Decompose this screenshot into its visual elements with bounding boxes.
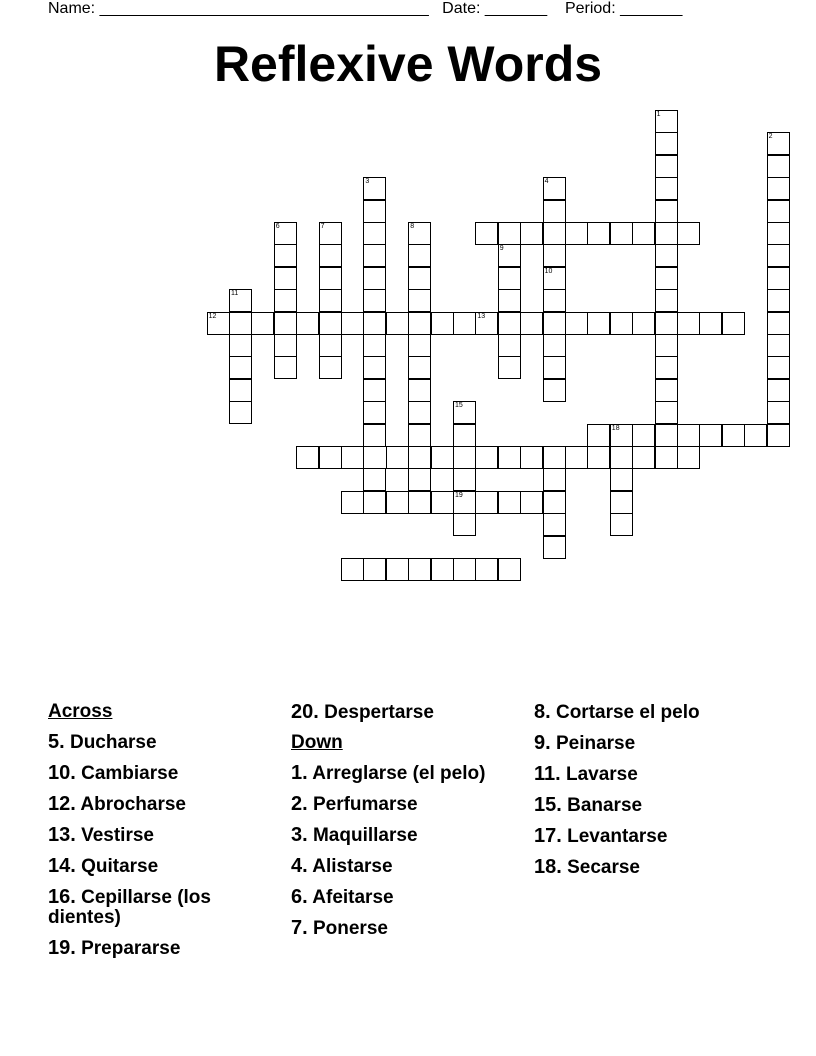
grid-cell[interactable] xyxy=(543,200,566,223)
grid-cell[interactable] xyxy=(498,222,521,245)
grid-cell[interactable] xyxy=(699,312,722,335)
clue-item-number: 5. xyxy=(48,731,65,753)
grid-cell[interactable] xyxy=(632,446,655,469)
grid-cell[interactable] xyxy=(408,468,431,491)
clue-item-number: 17. xyxy=(534,825,562,847)
grid-cell[interactable] xyxy=(543,177,566,200)
clue-item-text: Abrocharse xyxy=(80,794,186,815)
date-label: Date: xyxy=(442,0,481,17)
clue-item-text: Cepillarse (los dientes) xyxy=(48,887,211,928)
grid-cell[interactable] xyxy=(520,491,543,514)
clue-item-text: Maquillarse xyxy=(312,825,418,846)
grid-cell[interactable] xyxy=(767,424,790,447)
grid-cell[interactable] xyxy=(453,424,476,447)
grid-cell[interactable] xyxy=(229,356,252,379)
clue-item-number: 4. xyxy=(291,855,308,877)
clue-item xyxy=(291,702,501,723)
grid-cell[interactable] xyxy=(498,244,521,267)
clue-item xyxy=(48,794,258,815)
grid-cell[interactable] xyxy=(587,312,610,335)
grid-cell[interactable] xyxy=(610,446,633,469)
grid-cell[interactable] xyxy=(587,446,610,469)
clue-item-number: 6. xyxy=(291,886,308,908)
grid-cell[interactable] xyxy=(610,468,633,491)
clue-item-text: Prepararse xyxy=(81,938,181,959)
grid-cell[interactable] xyxy=(408,244,431,267)
name-blank[interactable]: _____________________________________ xyxy=(99,0,429,17)
grid-cell[interactable] xyxy=(431,558,454,581)
clue-number: 11 xyxy=(231,290,239,298)
grid-cell[interactable] xyxy=(632,312,655,335)
clue-column-across xyxy=(48,702,258,969)
grid-cell[interactable] xyxy=(408,312,431,335)
grid-cell[interactable] xyxy=(655,424,678,447)
grid-cell[interactable] xyxy=(431,446,454,469)
grid-cell[interactable] xyxy=(767,244,790,267)
clue-item-number: 15. xyxy=(534,794,562,816)
clue-item-number: 9. xyxy=(534,732,551,754)
grid-cell[interactable] xyxy=(543,491,566,514)
clue-item xyxy=(48,856,258,877)
grid-cell[interactable] xyxy=(408,289,431,312)
grid-cell[interactable] xyxy=(296,446,319,469)
grid-cell[interactable] xyxy=(408,356,431,379)
grid-cell[interactable] xyxy=(319,222,342,245)
grid-cell[interactable] xyxy=(610,491,633,514)
clue-item-text: Vestirse xyxy=(81,825,154,846)
grid-cell[interactable] xyxy=(543,312,566,335)
clue-number: 1 xyxy=(656,111,661,118)
grid-cell[interactable] xyxy=(475,558,498,581)
clue-number: 2 xyxy=(768,133,773,141)
clue-number: 15 xyxy=(455,402,463,410)
clue-item-number: 1. xyxy=(291,762,308,784)
grid-cell[interactable] xyxy=(453,513,476,536)
down-heading: Down xyxy=(291,732,343,753)
grid-cell[interactable] xyxy=(475,491,498,514)
grid-cell[interactable] xyxy=(632,424,655,447)
date-blank[interactable]: _______ xyxy=(484,0,548,17)
clue-item-text: Secarse xyxy=(567,857,640,878)
clue-item-text: Arreglarse (el pelo) xyxy=(312,763,486,784)
clue-item-number: 16. xyxy=(48,886,76,908)
clue-item xyxy=(291,856,501,877)
clue-item xyxy=(534,702,744,723)
clue-item xyxy=(534,795,744,816)
grid-cell[interactable] xyxy=(386,491,409,514)
grid-cell[interactable] xyxy=(498,267,521,290)
grid-cell[interactable] xyxy=(274,267,297,290)
grid-cell[interactable] xyxy=(498,356,521,379)
grid-cell[interactable] xyxy=(274,289,297,312)
grid-cell[interactable] xyxy=(363,312,386,335)
clue-item-number: 19. xyxy=(48,937,76,959)
clue-number: 8 xyxy=(410,223,415,230)
grid-cell[interactable] xyxy=(229,312,252,335)
clue-item xyxy=(291,918,501,939)
grid-cell[interactable] xyxy=(767,267,790,290)
grid-cell[interactable] xyxy=(543,536,566,559)
grid-cell[interactable] xyxy=(386,312,409,335)
grid-cell[interactable] xyxy=(543,244,566,267)
grid-cell[interactable] xyxy=(274,244,297,267)
grid-cell[interactable] xyxy=(453,468,476,491)
grid-cell[interactable] xyxy=(475,222,498,245)
grid-cell[interactable] xyxy=(655,334,678,357)
clue-item xyxy=(534,764,744,785)
grid-cell[interactable] xyxy=(767,200,790,223)
grid-cell[interactable] xyxy=(363,289,386,312)
grid-cell[interactable] xyxy=(363,244,386,267)
grid-cell[interactable] xyxy=(655,401,678,424)
grid-cell[interactable] xyxy=(498,491,521,514)
clue-number: 13 xyxy=(477,312,486,320)
clue-number: 9 xyxy=(499,245,504,253)
grid-cell[interactable] xyxy=(363,200,386,223)
grid-cell[interactable] xyxy=(677,424,700,447)
period-label: Period: xyxy=(564,0,616,17)
across-heading: Across xyxy=(48,701,113,722)
grid-cell[interactable] xyxy=(677,222,700,245)
grid-cell[interactable] xyxy=(229,401,252,424)
grid-cell[interactable] xyxy=(296,312,319,335)
grid-cell[interactable] xyxy=(274,356,297,379)
page-title: Reflexive Words xyxy=(213,36,603,92)
grid-cell[interactable] xyxy=(722,424,745,447)
grid-cell[interactable] xyxy=(543,334,566,357)
grid-cell[interactable] xyxy=(408,334,431,357)
clue-item xyxy=(291,794,501,815)
grid-cell[interactable] xyxy=(319,267,342,290)
clue-item-text: Cambiarse xyxy=(81,763,179,784)
grid-cell[interactable] xyxy=(341,446,364,469)
clue-item xyxy=(48,732,258,753)
grid-cell[interactable] xyxy=(655,132,678,155)
grid-cell[interactable] xyxy=(408,401,431,424)
grid-cell[interactable] xyxy=(543,267,566,290)
clue-item-text: Peinarse xyxy=(555,733,636,754)
clue-item xyxy=(48,938,258,959)
grid-cell[interactable] xyxy=(363,356,386,379)
clue-item-text: Alistarse xyxy=(312,856,393,877)
clue-item-text: Ducharse xyxy=(69,732,157,753)
grid-cell[interactable] xyxy=(767,379,790,402)
grid-cell[interactable] xyxy=(363,177,386,200)
clue-item-text: Quitarse xyxy=(81,856,159,877)
name-label: Name: xyxy=(48,0,96,17)
clue-item-text: Cortarse el pelo xyxy=(555,702,700,723)
clue-item xyxy=(534,733,744,754)
grid-cell[interactable] xyxy=(386,558,409,581)
grid-cell[interactable] xyxy=(453,312,476,335)
clue-item-text: Banarse xyxy=(567,795,643,816)
grid-cell[interactable] xyxy=(543,468,566,491)
clue-item-number: 10. xyxy=(48,762,76,784)
grid-cell[interactable] xyxy=(767,222,790,245)
grid-cell[interactable] xyxy=(543,446,566,469)
grid-cell[interactable] xyxy=(655,110,678,133)
grid-cell[interactable] xyxy=(408,222,431,245)
grid-cell[interactable] xyxy=(363,424,386,447)
clue-number: 4 xyxy=(544,178,549,186)
grid-cell[interactable] xyxy=(453,491,476,514)
clue-item xyxy=(291,887,501,908)
grid-cell[interactable] xyxy=(655,200,678,223)
grid-cell[interactable] xyxy=(319,312,342,335)
grid-cell[interactable] xyxy=(543,222,566,245)
grid-cell[interactable] xyxy=(610,222,633,245)
grid-cell[interactable] xyxy=(543,513,566,536)
clue-item-number: 20. xyxy=(291,701,319,723)
period-blank[interactable]: _______ xyxy=(620,0,683,17)
grid-cell[interactable] xyxy=(274,312,297,335)
clue-item-text: Afeitarse xyxy=(312,887,394,908)
clue-item xyxy=(48,763,258,784)
clue-item xyxy=(291,825,501,846)
grid-cell[interactable] xyxy=(520,312,543,335)
grid-cell[interactable] xyxy=(744,424,767,447)
grid-cell[interactable] xyxy=(431,312,454,335)
clue-item xyxy=(534,826,744,847)
clue-item-number: 3. xyxy=(291,824,308,846)
clue-item xyxy=(291,763,501,784)
grid-cell[interactable] xyxy=(655,356,678,379)
clue-item xyxy=(48,887,258,928)
grid-cell[interactable] xyxy=(655,267,678,290)
grid-cell[interactable] xyxy=(363,267,386,290)
grid-cell[interactable] xyxy=(431,491,454,514)
grid-cell[interactable] xyxy=(655,177,678,200)
clue-number: 3 xyxy=(365,178,370,186)
grid-cell[interactable] xyxy=(655,379,678,402)
grid-cell[interactable] xyxy=(498,289,521,312)
grid-cell[interactable] xyxy=(408,379,431,402)
grid-cell[interactable] xyxy=(363,334,386,357)
clue-column-middle xyxy=(291,702,501,949)
clue-item xyxy=(534,857,744,878)
clue-item-number: 8. xyxy=(534,701,551,723)
grid-cell[interactable] xyxy=(655,289,678,312)
grid-cell[interactable] xyxy=(587,424,610,447)
clue-item-number: 2. xyxy=(291,793,308,815)
grid-cell[interactable] xyxy=(767,289,790,312)
grid-cell[interactable] xyxy=(319,334,342,357)
grid-cell[interactable] xyxy=(722,312,745,335)
grid-cell[interactable] xyxy=(408,267,431,290)
grid-cell[interactable] xyxy=(274,222,297,245)
grid-cell[interactable] xyxy=(655,155,678,178)
grid-cell[interactable] xyxy=(453,401,476,424)
grid-cell[interactable] xyxy=(475,312,498,335)
grid-cell[interactable] xyxy=(408,424,431,447)
grid-cell[interactable] xyxy=(408,558,431,581)
clue-number: 12 xyxy=(208,312,217,320)
clue-item-number: 12. xyxy=(48,793,76,815)
grid-cell[interactable] xyxy=(565,446,588,469)
clue-item-number: 11. xyxy=(534,763,561,785)
grid-cell[interactable] xyxy=(363,222,386,245)
grid-cell[interactable] xyxy=(229,289,252,312)
grid-cell[interactable] xyxy=(655,244,678,267)
grid-cell[interactable] xyxy=(498,558,521,581)
grid-cell[interactable] xyxy=(475,446,498,469)
grid-cell[interactable] xyxy=(767,334,790,357)
clue-item-number: 18. xyxy=(534,856,562,878)
grid-cell[interactable] xyxy=(767,155,790,178)
grid-cell[interactable] xyxy=(498,446,521,469)
grid-cell[interactable] xyxy=(632,222,655,245)
grid-cell[interactable] xyxy=(341,312,364,335)
clue-number: 18 xyxy=(611,424,620,432)
grid-cell[interactable] xyxy=(341,558,364,581)
grid-cell[interactable] xyxy=(229,334,252,357)
grid-cell[interactable] xyxy=(587,222,610,245)
clue-number: 10 xyxy=(544,267,553,275)
grid-cell[interactable] xyxy=(319,446,342,469)
grid-cell[interactable] xyxy=(655,446,678,469)
grid-cell[interactable] xyxy=(655,312,678,335)
grid-cell[interactable] xyxy=(655,222,678,245)
clue-number: 19 xyxy=(455,491,463,499)
grid-cell[interactable] xyxy=(453,558,476,581)
grid-cell[interactable] xyxy=(699,424,722,447)
grid-cell[interactable] xyxy=(610,424,633,447)
grid-cell[interactable] xyxy=(543,356,566,379)
grid-cell[interactable] xyxy=(543,379,566,402)
clue-item xyxy=(48,825,258,846)
clue-item-text: Levantarse xyxy=(567,826,668,847)
grid-cell[interactable] xyxy=(207,312,230,335)
grid-cell[interactable] xyxy=(565,312,588,335)
grid-cell[interactable] xyxy=(319,244,342,267)
grid-cell[interactable] xyxy=(520,222,543,245)
grid-cell[interactable] xyxy=(363,468,386,491)
grid-cell[interactable] xyxy=(319,356,342,379)
clue-column-right xyxy=(534,702,744,888)
clue-item-number: 13. xyxy=(48,824,76,846)
clue-item-text: Ponerse xyxy=(312,918,388,939)
grid-cell[interactable] xyxy=(453,446,476,469)
grid-cell[interactable] xyxy=(610,513,633,536)
clue-item-text: Despertarse xyxy=(324,702,434,723)
grid-cell[interactable] xyxy=(767,177,790,200)
grid-cell[interactable] xyxy=(363,401,386,424)
grid-cell[interactable] xyxy=(498,312,521,335)
grid-cell[interactable] xyxy=(319,289,342,312)
grid-cell[interactable] xyxy=(498,334,521,357)
grid-cell[interactable] xyxy=(386,446,409,469)
grid-cell[interactable] xyxy=(363,558,386,581)
grid-cell[interactable] xyxy=(767,132,790,155)
grid-cell[interactable] xyxy=(610,312,633,335)
grid-cell[interactable] xyxy=(543,289,566,312)
clue-number: 7 xyxy=(320,223,325,230)
grid-cell[interactable] xyxy=(408,446,431,469)
grid-cell[interactable] xyxy=(767,401,790,424)
grid-cell[interactable] xyxy=(341,491,364,514)
grid-cell[interactable] xyxy=(677,312,700,335)
grid-cell[interactable] xyxy=(251,312,274,335)
clue-number: 6 xyxy=(275,223,280,230)
grid-cell[interactable] xyxy=(677,446,700,469)
grid-cell[interactable] xyxy=(274,334,297,357)
clue-item-text: Lavarse xyxy=(565,764,638,785)
grid-cell[interactable] xyxy=(408,491,431,514)
clue-item-text: Perfumarse xyxy=(312,794,418,815)
grid-cell[interactable] xyxy=(520,446,543,469)
grid-cell[interactable] xyxy=(363,379,386,402)
clue-item-number: 14. xyxy=(48,855,76,877)
grid-cell[interactable] xyxy=(363,491,386,514)
grid-cell[interactable] xyxy=(767,312,790,335)
clue-item-number: 7. xyxy=(291,917,308,939)
grid-cell[interactable] xyxy=(767,356,790,379)
grid-cell[interactable] xyxy=(229,379,252,402)
grid-cell[interactable] xyxy=(565,222,588,245)
